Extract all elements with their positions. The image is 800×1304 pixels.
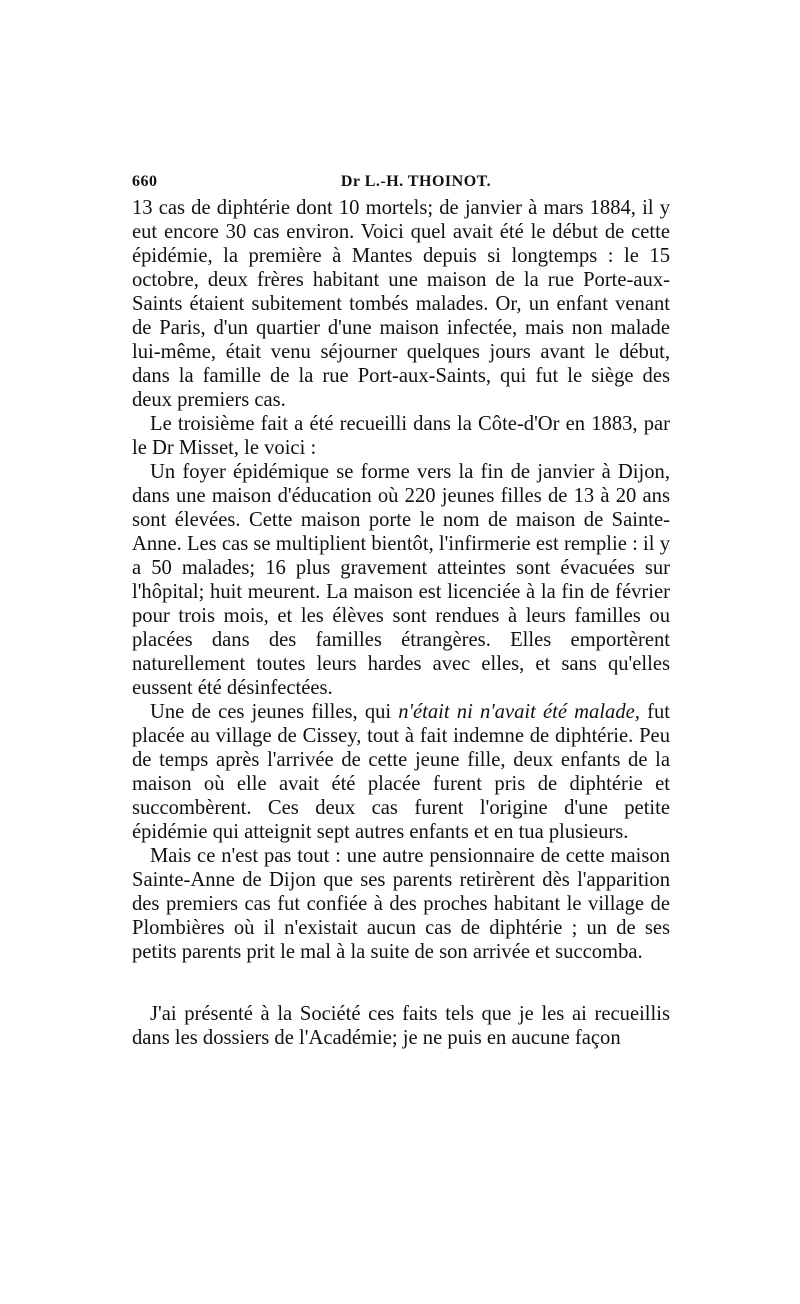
running-title: Dr L.-H. THOINOT. xyxy=(340,173,492,190)
paragraph-cissey-case xyxy=(132,700,670,844)
running-head xyxy=(132,168,670,196)
paragraph-dijon-outbreak: Un foyer épidémique se forme vers la fin de janvier à Dijon, dans une maison d'éducation où 220 jeunes filles de 13 à 20 ans sont élevées. Cette maison porte le nom de maison de Sainte-Anne. Les cas se multiplient bientôt, l'infirmerie est remplie : il y a 50 malades; 16 plus gravement atteintes sont évacuées sur l'hôpital; huit meurent. La maison est licenciée à la fin de février pour trois mois, et les élèves sont rendues à leurs familles ou placées dans des familles étrangères. Elles emportèrent naturellement toutes leurs hardes avec elles, et sans qu'elles eussent été désinfectées. xyxy=(132,461,670,699)
page-number: 660 xyxy=(132,173,158,190)
paragraph-cissey-text-start: Une de ces jeunes filles, qui xyxy=(150,701,399,723)
paragraph-cissey-text-end: fut placée au village de Cissey, tout à fait indemne de diphtérie. Peu de temps après l'arrivée de cette jeune fille, deux enfants de la maison où elle avait été placée furent pris de diphtérie et succombèrent. Ces deux cas furent l'origine d'une petite épidémie qui atteignit sept autres enfants et en tua plusieurs. xyxy=(132,701,670,843)
book-page xyxy=(132,168,670,1050)
paragraph-mantes-epidemic: 13 cas de diphtérie dont 10 mortels; de janvier à mars 1884, il y eut encore 30 cas environ. Voici quel avait été le début de cette épidémie, la première à Mantes depuis si longtemps : le 15 octobre, deux frères habitant une maison de la rue Porte-aux-Saints étaient subitement tombés malades. Or, un enfant venant de Paris, d'un quartier d'une maison infectée, mais non malade lui-même, était venu séjourner quelques jours avant le début, dans la famille de la rue Port-aux-Saints, qui fut le siège des deux premiers cas. xyxy=(132,197,670,411)
paragraph-conclusion: J'ai présenté à la Société ces faits tels que je les ai recueillis dans les dossiers de l'Académie; je ne puis en aucune façon xyxy=(132,1003,670,1049)
italic-emphasis: n'était ni n'avait été malade, xyxy=(398,701,640,723)
paragraph-plombieres-case: Mais ce n'est pas tout : une autre pensionnaire de cette maison Sainte-Anne de Dijon que ses parents retirèrent dès l'apparition des premiers cas fut confiée à des proches habitant le village de Plombières où il n'existait aucun cas de diphtérie ; un de ses petits parents prit le mal à la suite de son arrivée et succomba. xyxy=(132,845,670,963)
body-text xyxy=(132,196,670,1050)
paragraph-third-case-intro: Le troisième fait a été recueilli dans la Côte-d'Or en 1883, par le Dr Misset, le voici : xyxy=(132,413,670,459)
